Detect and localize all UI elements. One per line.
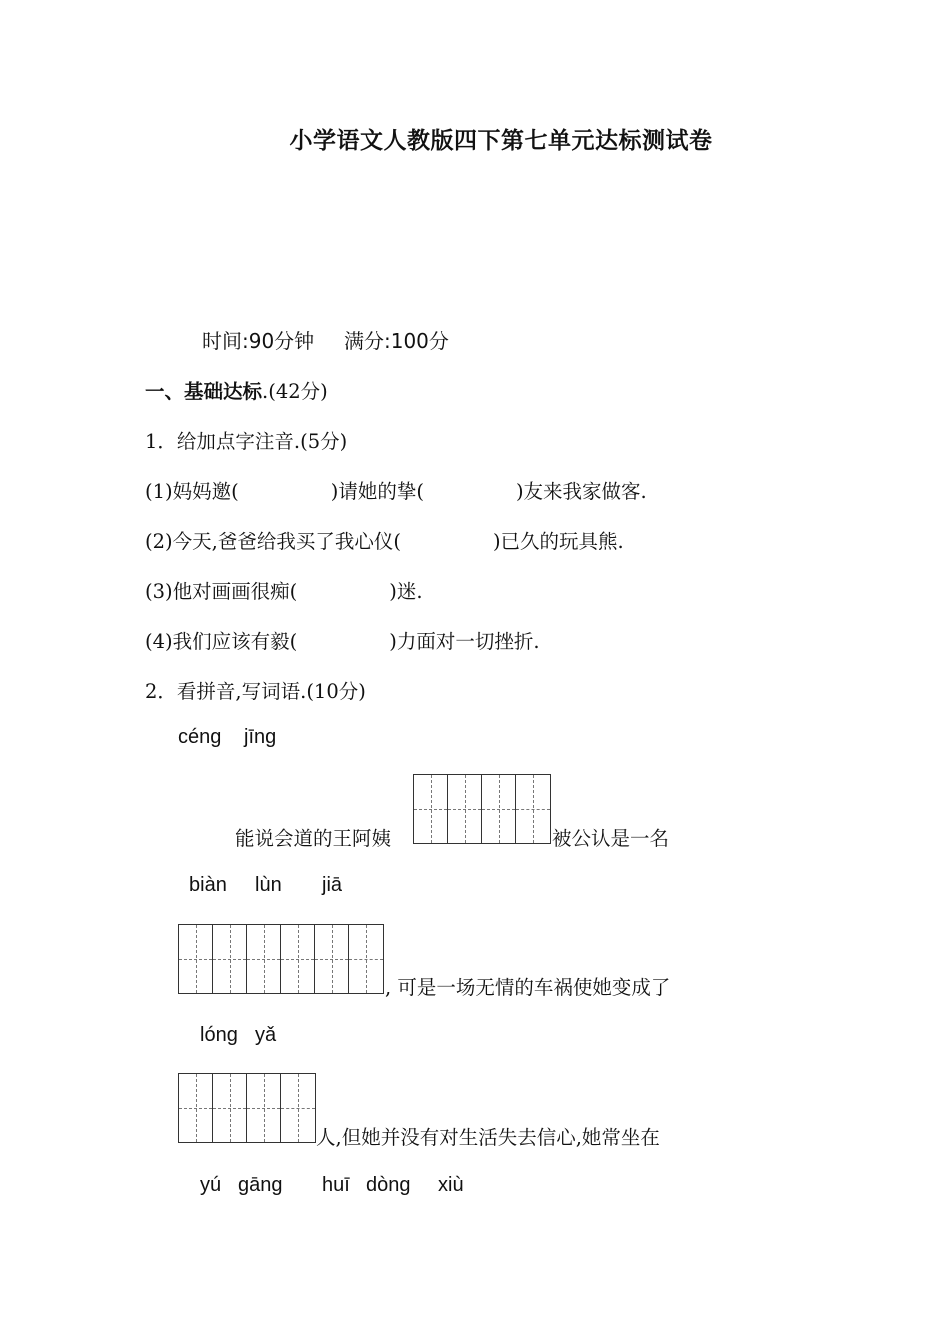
pinyin: jiā — [322, 874, 343, 896]
sentence-after-box-1: 被公认是一名 — [552, 827, 670, 850]
question-2-stem — [145, 676, 366, 704]
exam-full-score: 满分:100分 — [344, 329, 449, 353]
item-2-end: )已久的玩具熊. — [492, 530, 624, 553]
pinyin: lóng — [200, 1024, 238, 1046]
writing-grid-ceng-jing[interactable] — [413, 774, 551, 844]
item-1-end: )友来我家做客. — [515, 480, 647, 503]
pinyin: gāng — [238, 1174, 283, 1196]
pinyin: biàn — [189, 874, 227, 896]
item-2-start: (2)今天,爸爸给我买了我心仪( — [145, 530, 401, 553]
pinyin: yǎ — [255, 1024, 277, 1046]
section-1-heading — [145, 376, 328, 404]
question-2-number: 2． — [145, 680, 177, 703]
pinyin: yú — [200, 1174, 222, 1196]
question-1-item-3 — [145, 576, 423, 604]
item-1-middle: )请她的挚( — [330, 480, 424, 503]
writing-grid-long-ya[interactable] — [178, 1073, 316, 1143]
pinyin: huī — [322, 1174, 350, 1196]
writing-grid-bian-lun-jia[interactable] — [178, 924, 384, 994]
question-1-stem — [145, 426, 347, 454]
sentence-before-box-1: 能说会道的王阿姨 — [235, 827, 392, 850]
section-1-points: .(42分) — [262, 380, 328, 403]
section-1-title: 一、基础达标 — [145, 380, 263, 403]
pinyin: xiù — [438, 1174, 464, 1196]
question-2-text: 看拼音,写词语.(10分) — [176, 680, 366, 703]
page-title: 小学语文人教版四下第七单元达标测试卷 — [289, 127, 713, 154]
question-1-item-4 — [145, 626, 540, 654]
item-4-start: (4)我们应该有毅( — [145, 630, 298, 653]
pinyin: céng — [178, 726, 222, 748]
item-4-end: )力面对一切挫折. — [389, 630, 540, 653]
item-1-start: (1)妈妈邀( — [145, 480, 239, 503]
question-1-item-1 — [145, 476, 647, 504]
pinyin: jīng — [244, 726, 277, 748]
question-1-text: 给加点字注音.(5分) — [176, 430, 348, 453]
exam-time: 时间:90分钟 — [202, 329, 315, 353]
question-1-item-2 — [145, 526, 624, 554]
sentence-after-box-2: , 可是一场无情的车祸使她变成了 — [385, 976, 671, 999]
item-3-end: )迷. — [389, 580, 423, 603]
item-3-start: (3)他对画画很痴( — [145, 580, 298, 603]
pinyin: lùn — [255, 874, 282, 896]
pinyin: dòng — [366, 1174, 411, 1196]
sentence-after-box-3: 人,但她并没有对生活失去信心,她常坐在 — [316, 1126, 660, 1149]
question-1-number: 1． — [145, 430, 177, 453]
